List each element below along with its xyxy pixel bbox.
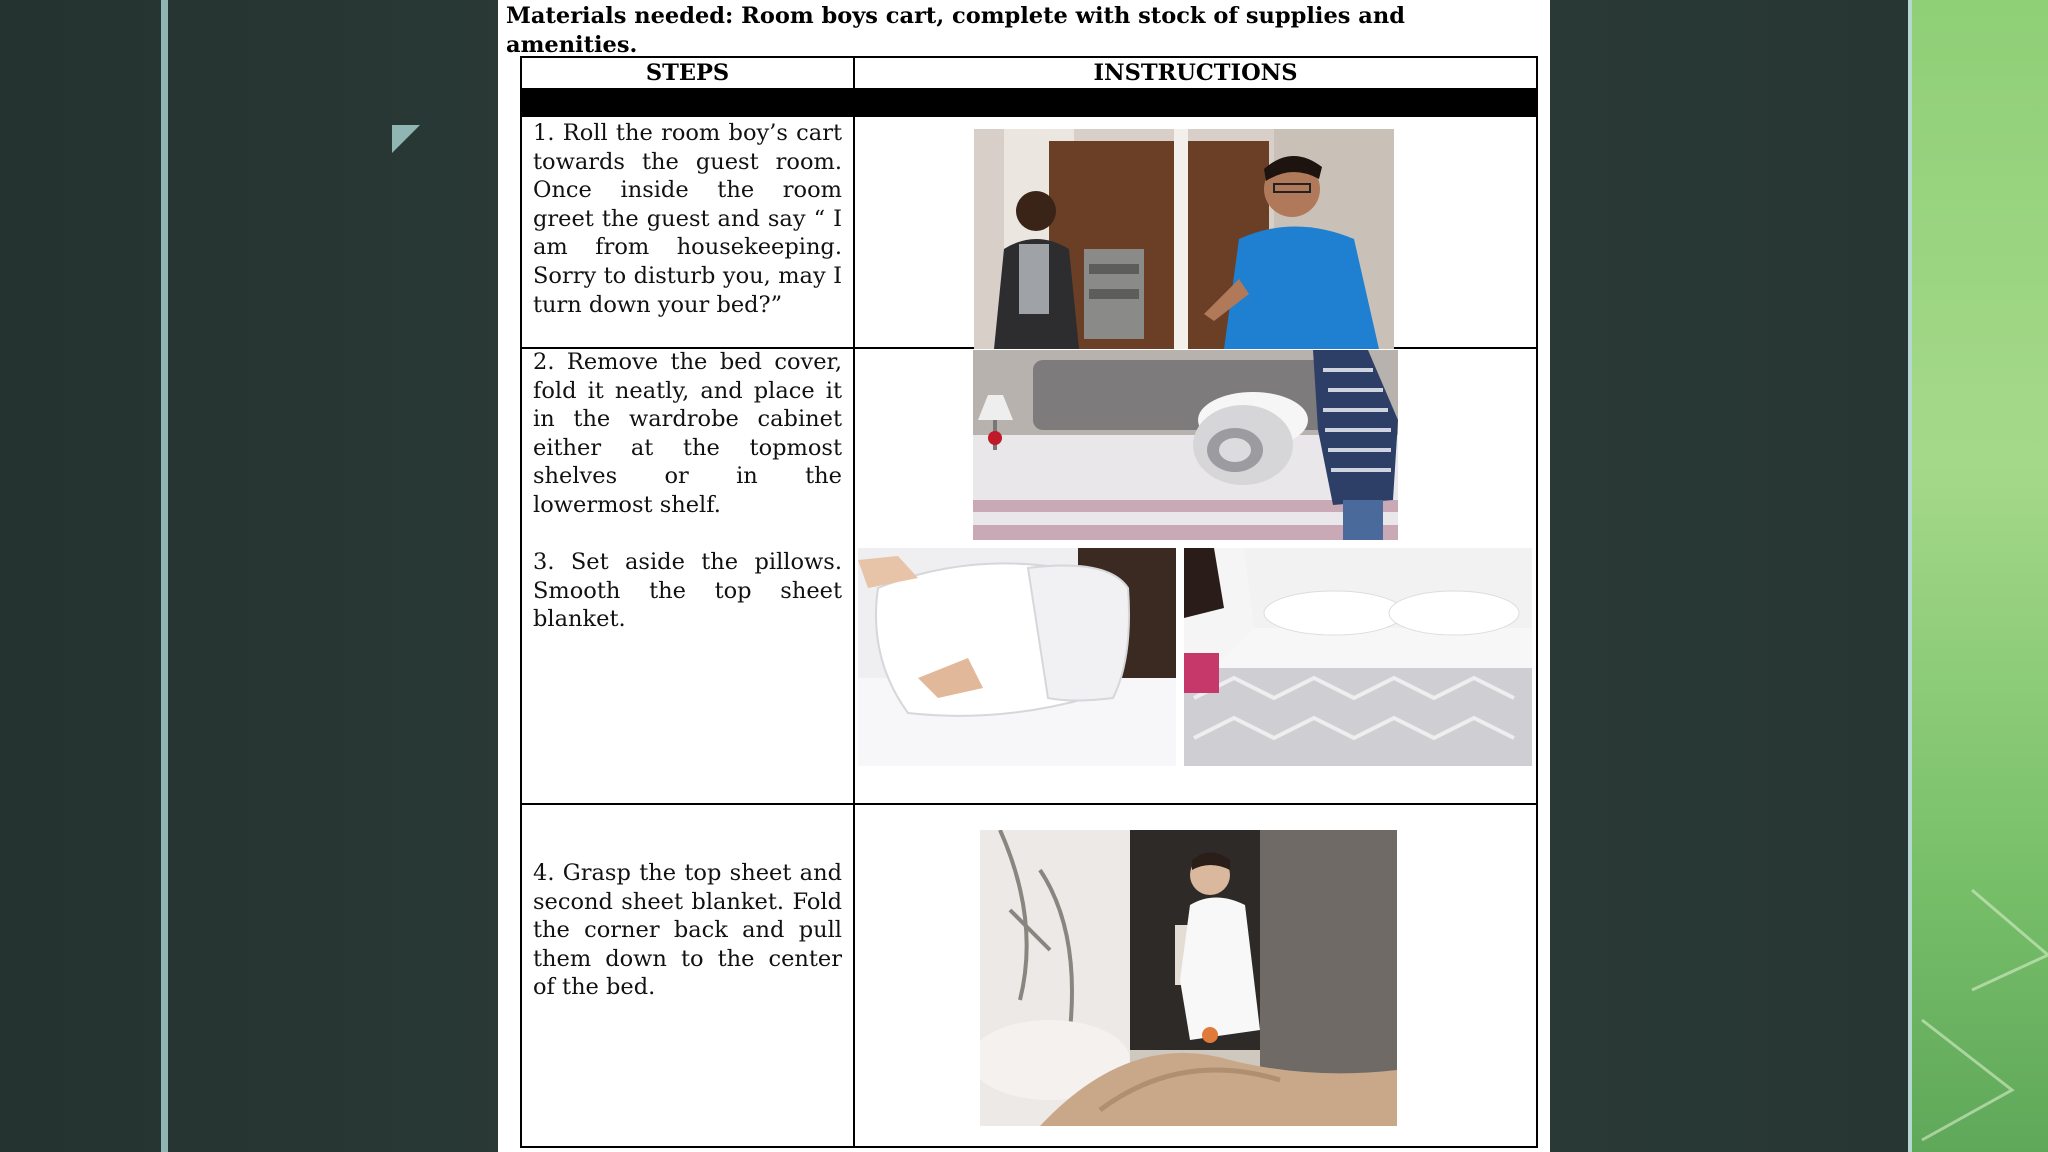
step-4-text: 4. Grasp the top sheet and second sheet blanket. Fold the corner back and pull them down to the center of the bed. bbox=[533, 860, 842, 1001]
materials-needed-text: Materials needed: Room boys cart, complete with stock of supplies and amenities. bbox=[506, 3, 1405, 58]
smoothing-top-sheet-photo bbox=[1184, 548, 1532, 766]
setting-aside-pillows-photo bbox=[858, 548, 1176, 766]
pulling-sheet-down-photo bbox=[980, 830, 1397, 1126]
folding-bed-cover-photo bbox=[973, 350, 1398, 540]
left-accent-bar bbox=[161, 0, 168, 1152]
step-3-text: 3. Set aside the pillows. Smooth the top sheet blanket. bbox=[533, 549, 842, 633]
chevron-decoration-icon bbox=[1912, 860, 2048, 1152]
guest-greeting-photo bbox=[974, 129, 1394, 349]
header-black-band bbox=[522, 88, 1536, 117]
steps-column-header: STEPS bbox=[645, 60, 730, 86]
column-divider bbox=[853, 58, 855, 1148]
triangle-marker-icon bbox=[392, 125, 422, 155]
instructions-column-header: INSTRUCTIONS bbox=[1093, 60, 1298, 86]
document-page bbox=[498, 0, 1550, 1152]
step-1-text: 1. Roll the room boy’s cart towards the guest room. Once inside the room greet the guest and say “ I am from housekeeping. Sorry to disturb you, may I turn down your bed?” bbox=[533, 120, 842, 318]
step-2-text: 2. Remove the bed cover, fold it neatly, and place it in the wardrobe cabinet either at the topmost shelves or in the lowermost shelf. bbox=[533, 349, 842, 518]
row-divider bbox=[522, 803, 1536, 805]
steps-table bbox=[520, 56, 1538, 1148]
